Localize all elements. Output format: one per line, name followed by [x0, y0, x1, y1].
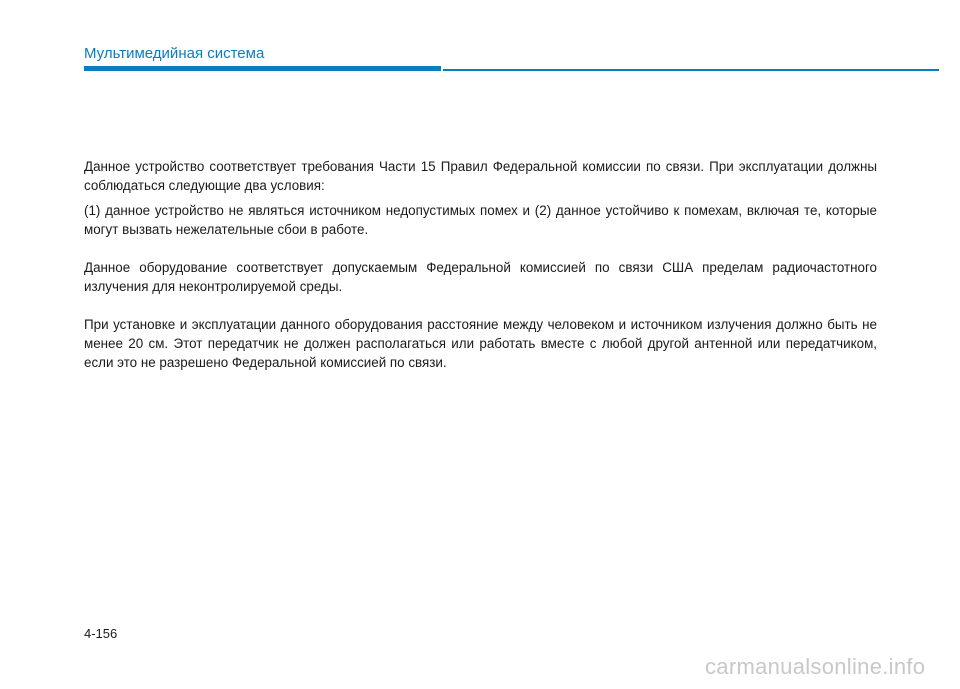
page-number: 4-156 — [84, 626, 118, 641]
paragraph-rf-exposure: Данное оборудование соответствует допускаемым Федеральной комиссией по связи США пределам радиочастотного излучения для неконтролируемой среды. — [84, 260, 877, 294]
watermark: carmanualsonline.info — [705, 654, 926, 679]
content-body — [84, 157, 877, 372]
paragraph-installation-distance: При установке и эксплуатации данного оборудования расстояние между человеком и источником излучения должно быть не менее 20 см. Этот передатчик не должен располагаться или работать вместе с любой другой антенной или передатчиком, если это не разрешено Федеральной комиссией по связи. — [84, 317, 877, 370]
paragraph-fcc-part15: Данное устройство соответствует требования Части 15 Правил Федеральной комиссии по связи. При эксплуатации должны соблюдаться следующие два условия: — [84, 159, 877, 193]
section-title: Мультимедийная система — [84, 45, 265, 62]
header-rule-thick — [84, 66, 441, 71]
paragraph-conditions: (1) данное устройство не являться источником недопустимых помех и (2) данное устойчиво к помехам, включая те, которые могут вызвать нежелательные сбои в работе. — [84, 203, 877, 237]
header-rule-thin — [443, 69, 939, 71]
